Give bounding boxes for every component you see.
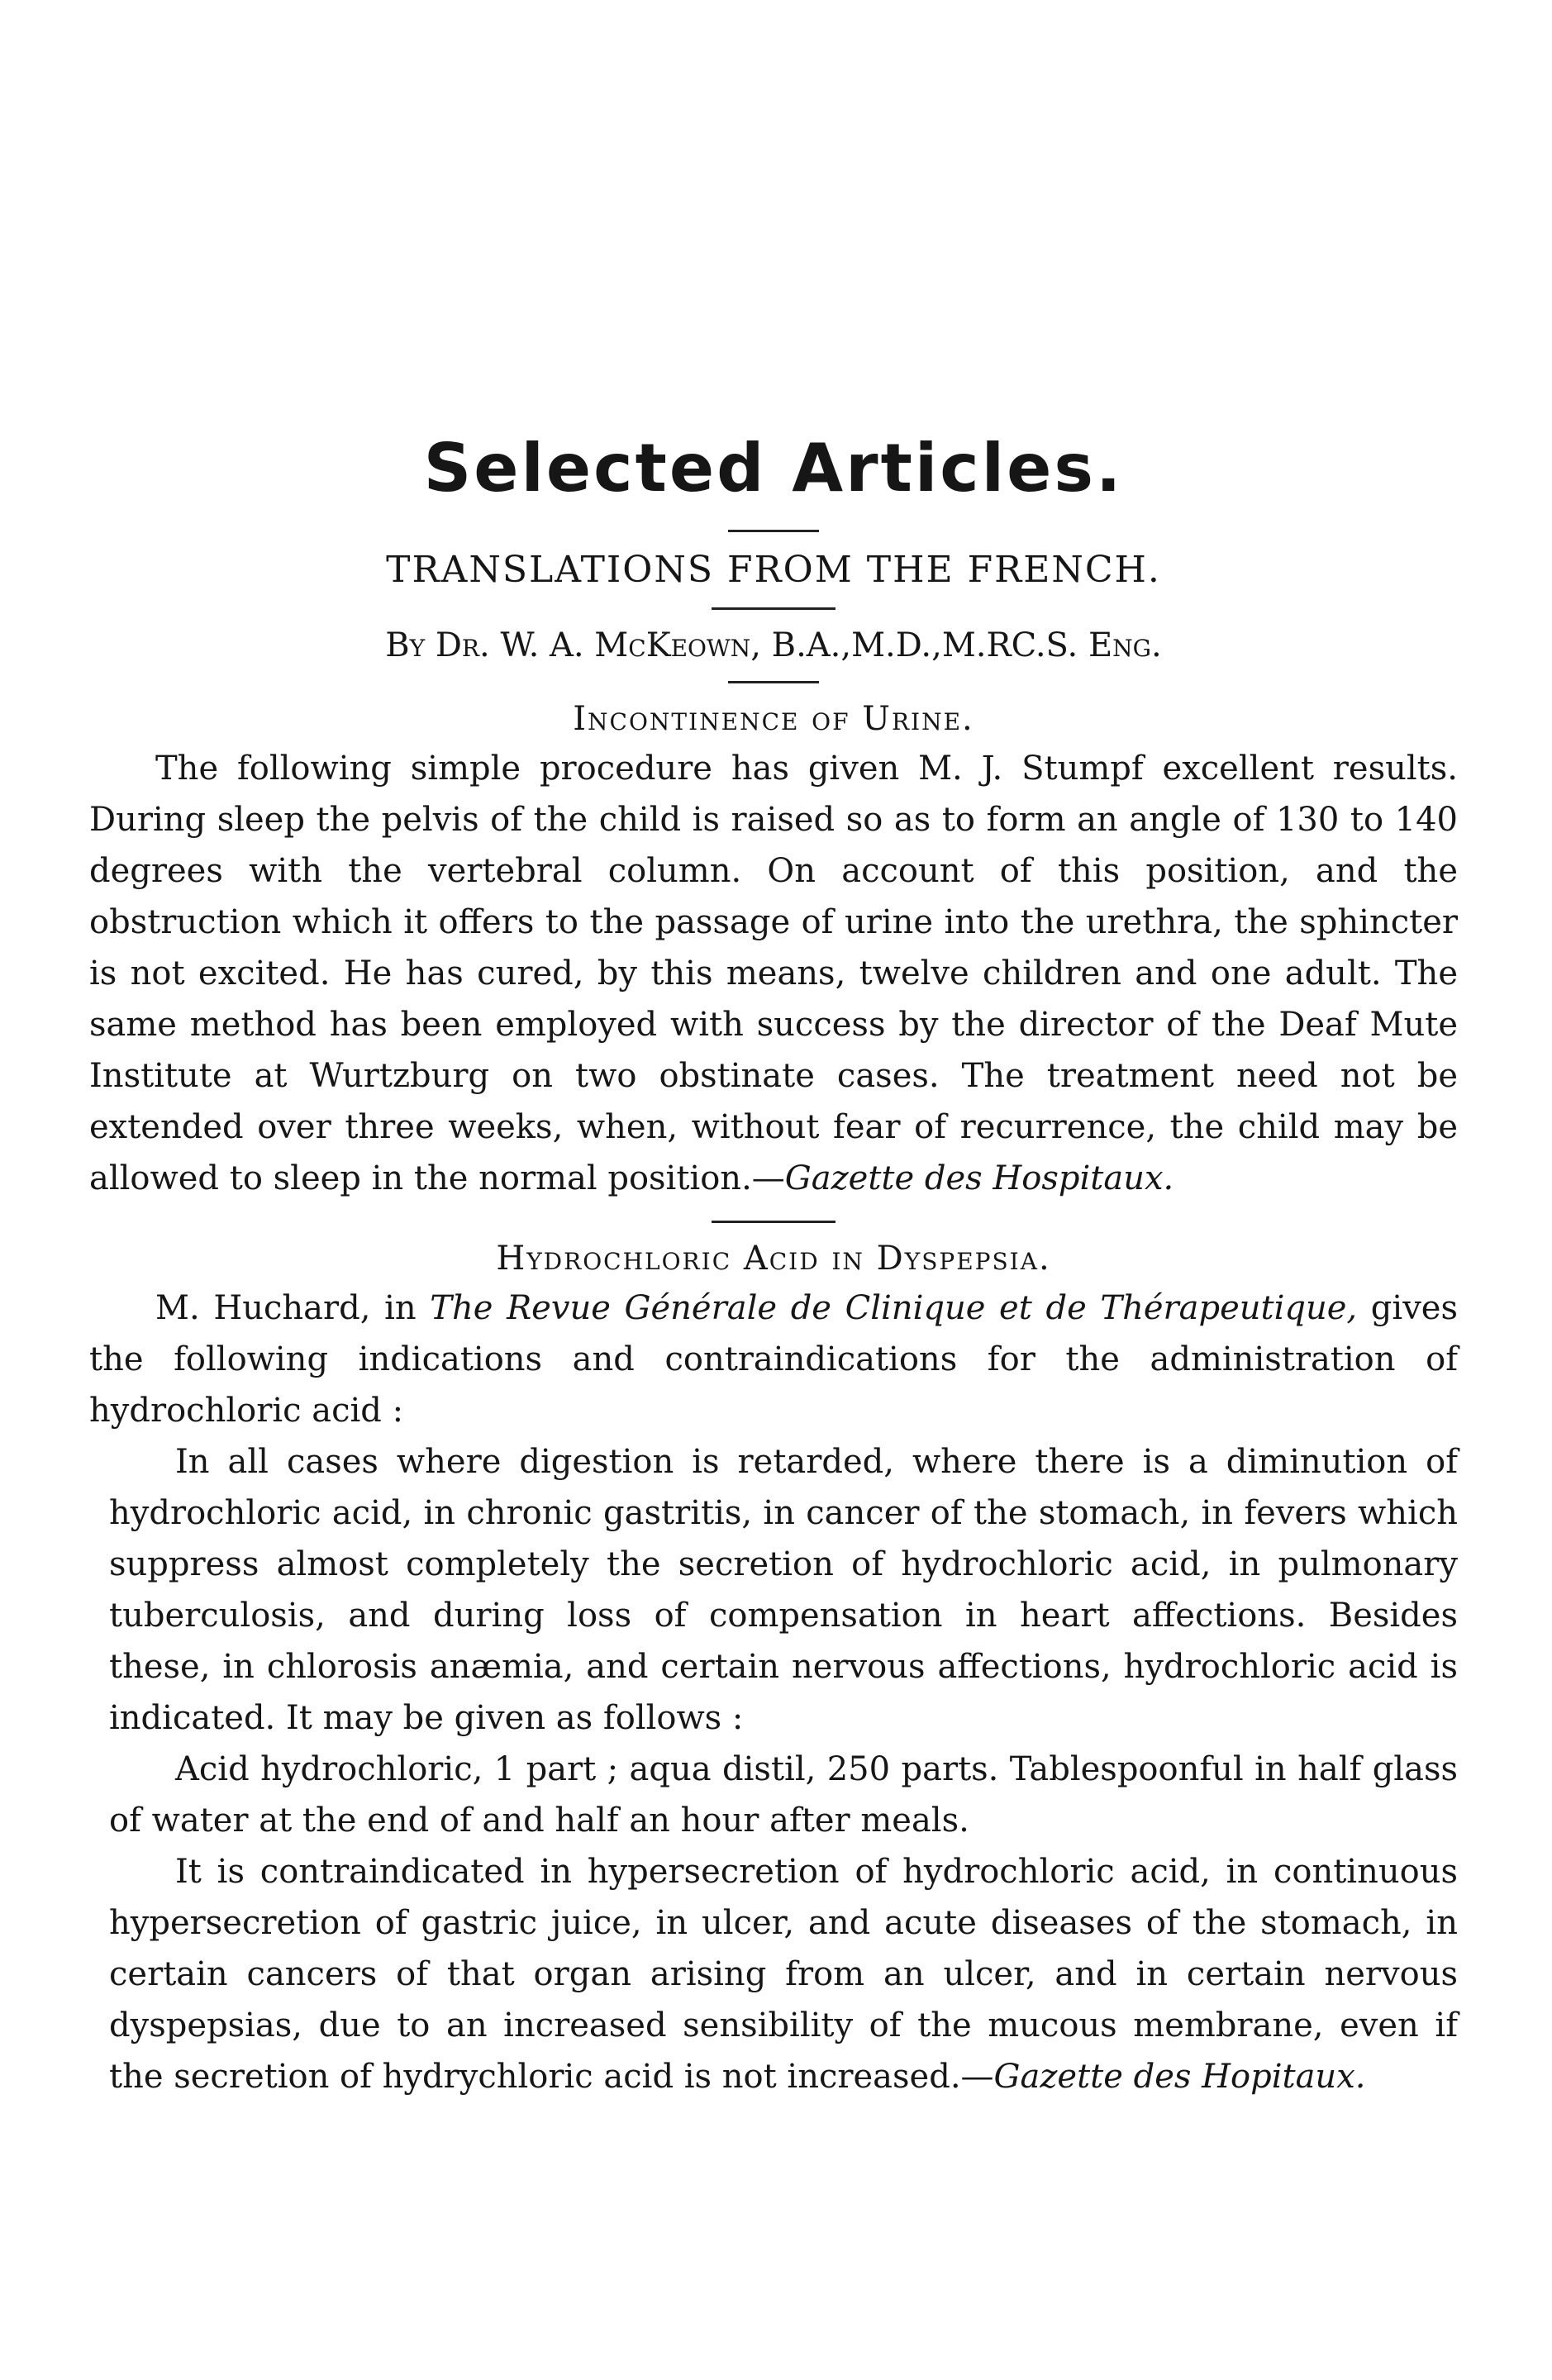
heading-divider — [728, 530, 819, 532]
prescription-paragraph: Acid hydrochloric, 1 part ; aqua distil, 250 parts. Tablespoonful in half glass of water at the end of and half an hour after meals. — [109, 1750, 1458, 1840]
section-title-incontinence: Incontinence of Urine. — [573, 700, 974, 738]
journal-title: The Revue Générale de Clinique et de Thérapeutique, — [430, 1289, 1358, 1327]
section-incontinence — [89, 700, 1458, 1204]
incontinence-paragraph — [89, 743, 1458, 1204]
subheading-divider — [712, 607, 836, 610]
section-hydrochloric — [89, 1240, 1458, 2102]
article-page — [89, 430, 1458, 2102]
contraindications-paragraph — [89, 1846, 1458, 2102]
hydrochloric-intro — [89, 1283, 1458, 1436]
intro-before: M. Huchard, in — [155, 1289, 431, 1327]
byline-divider — [728, 681, 819, 683]
page-heading: Selected Articles. — [423, 430, 1124, 507]
incontinence-source: Gazette des Hospitaux. — [784, 1159, 1174, 1197]
contraindications-text: It is contraindicated in hypersecretion of hydrochloric acid, in continuous hypersecretion of gastric juice, in ulcer, and acute diseases of the stomach, in certain cancers of that organ arising from an ulcer, and in certain nervous dyspepsias, due to an increased sensibility of the mucous membrane, even if the secretion of hydrychloric acid is not increased.— — [109, 1853, 1458, 2096]
hydrochloric-source: Gazette des Hopitaux. — [993, 2058, 1366, 2096]
translations-subheading: TRANSLATIONS FROM THE FRENCH. — [386, 549, 1161, 591]
section-title-hydrochloric: Hydrochloric Acid in Dyspepsia. — [496, 1240, 1051, 1278]
incontinence-text: The following simple procedure has given M. J. Stumpf excellent results. During sleep the pelvis of the child is raised so as to form an angle of 130 to 140 degrees with the vertebral column. On account of this position, and the obstruction which it offers to the passage of urine into the urethra, the sphincter is not excited. He has cured, by this means, twelve children and one adult. The same method has been employed with success by the director of the Deaf Mute Institute at Wurtzburg on two obstinate cases. The treatment need not be extended over three weeks, when, without fear of recurrence, the child may be allowed to sleep in the normal position.— — [89, 750, 1458, 1197]
author-byline: By Dr. W. A. McKeown, B.A.,M.D.,M.RC.S. Eng. — [385, 626, 1162, 664]
indications-paragraph: In all cases where digestion is retarded, where there is a diminution of hydrochloric acid, in chronic gastritis, in cancer of the stomach, in fevers which suppress almost completely the secretion of hydrochloric acid, in pulmonary tuberculosis, and during loss of compensation in heart affections. Besides these, in chlorosis anæmia, and certain nervous affections, hydrochloric acid is indicated. It may be given as follows : — [109, 1443, 1458, 1737]
intro-after: gives the following indications and contraindications for the administration of hydrochloric acid : — [89, 1289, 1458, 1430]
section-divider — [712, 1221, 836, 1223]
